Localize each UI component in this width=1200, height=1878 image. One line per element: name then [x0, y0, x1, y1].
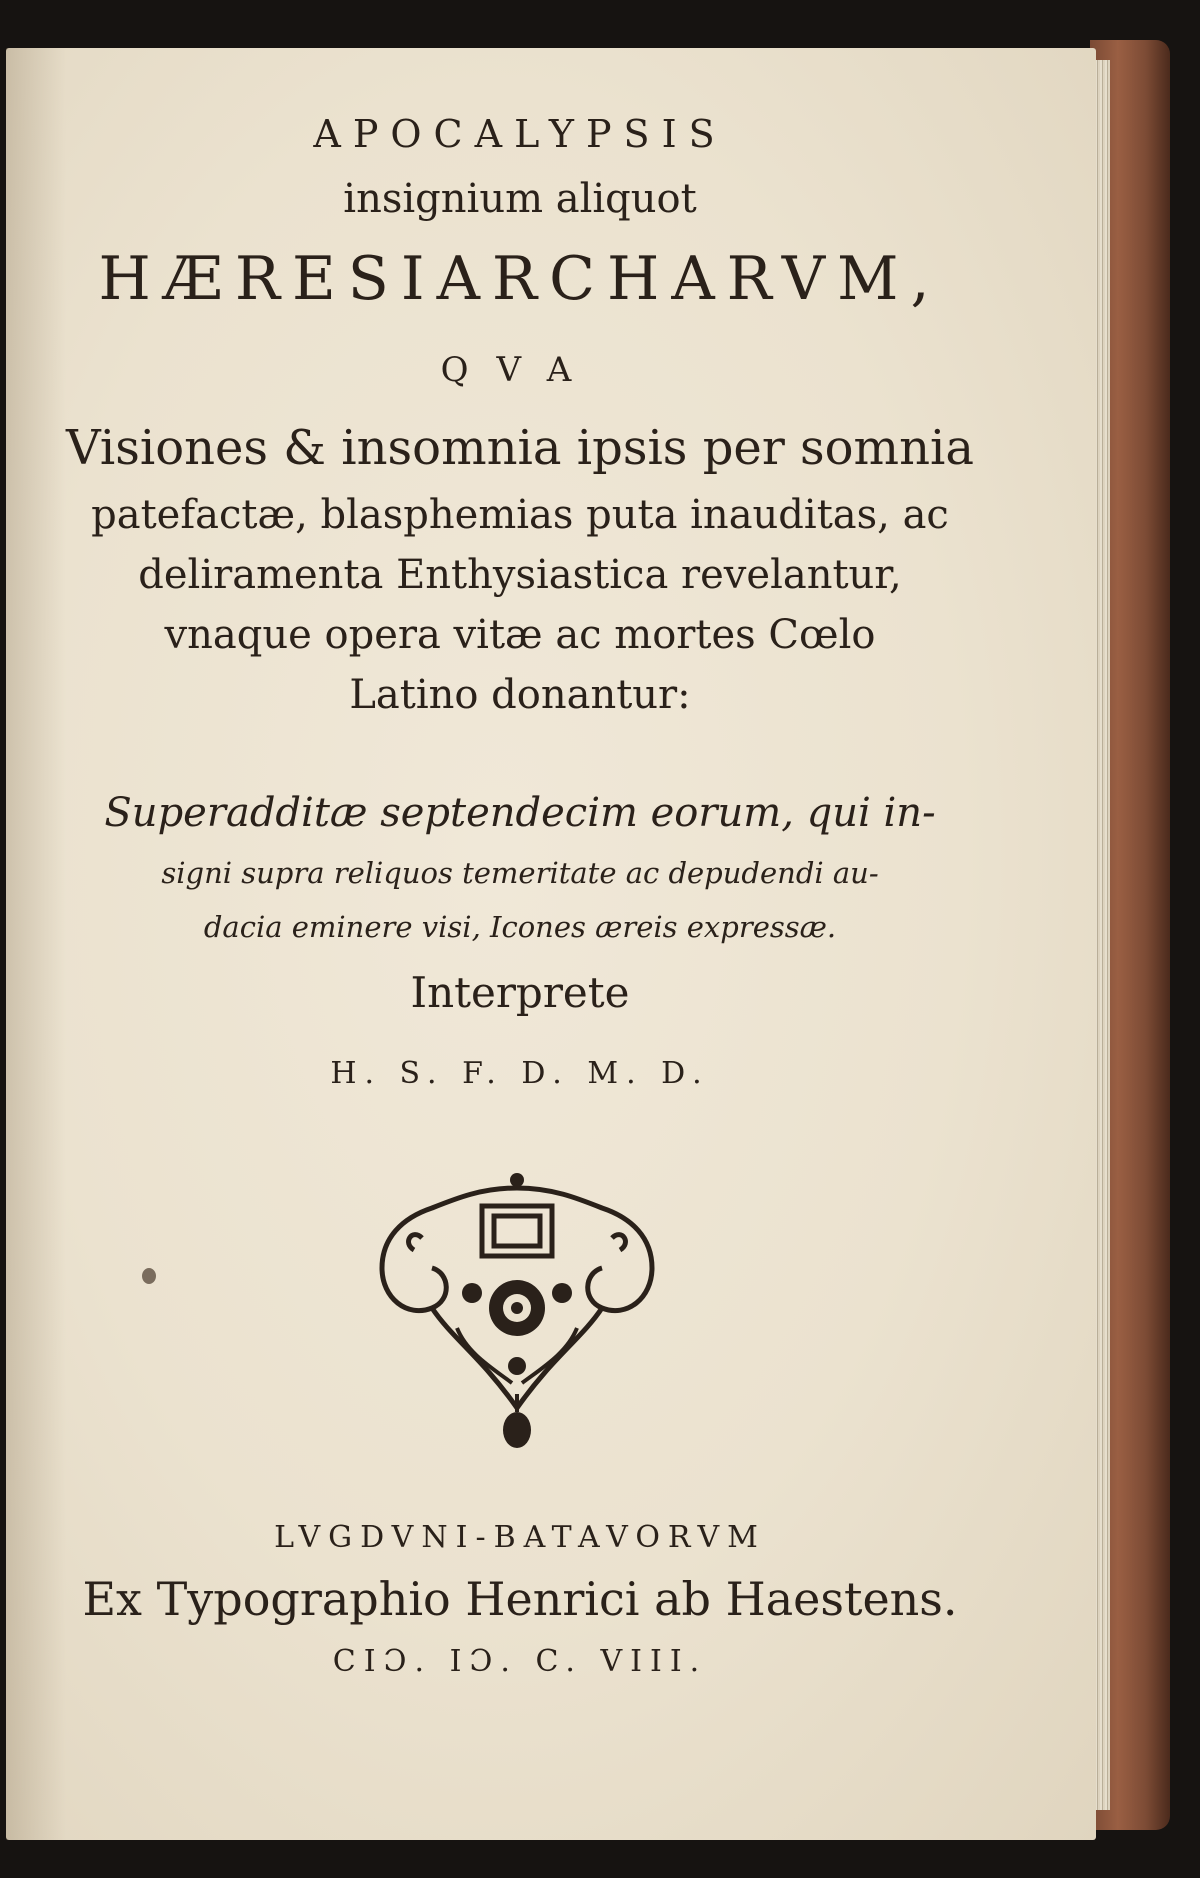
italic-line-2: signi supra reliquos temeritate ac depudendi au- [161, 856, 879, 890]
title-line-2: insignium aliquot [343, 176, 697, 222]
interprete-label: Interprete [410, 968, 630, 1017]
imprint-date: CIƆ. IƆ. C. VIII. [332, 1644, 708, 1679]
italic-line-3: dacia eminere visi, Icones æreis expressæ. [203, 910, 837, 944]
printers-ornament-icon [362, 1168, 672, 1450]
translator-initials: H. S. F. D. M. D. [330, 1056, 710, 1091]
imprint-place: LVGDVNI-BATAVORVM [274, 1520, 766, 1555]
italic-line-1: Superadditæ septendecim eorum, qui in- [104, 790, 936, 836]
title-line-4: QVA [440, 350, 600, 390]
title-line-3: HÆRESIARCHARVM, [98, 244, 942, 314]
body-line-3: deliramenta Enthysiastica revelantur, [138, 552, 902, 598]
body-line-1: Visiones & insomnia ipsis per somnia [66, 420, 974, 476]
body-line-5: Latino donantur: [349, 672, 691, 718]
title-line-1: APOCALYPSIS [313, 112, 727, 156]
body-line-4: vnaque opera vitæ ac mortes Cœlo [164, 612, 876, 658]
body-line-2: patefactæ, blasphemias puta inauditas, ac [91, 492, 949, 538]
imprint-printer: Ex Typographio Henrici ab Haestens. [82, 1572, 958, 1626]
